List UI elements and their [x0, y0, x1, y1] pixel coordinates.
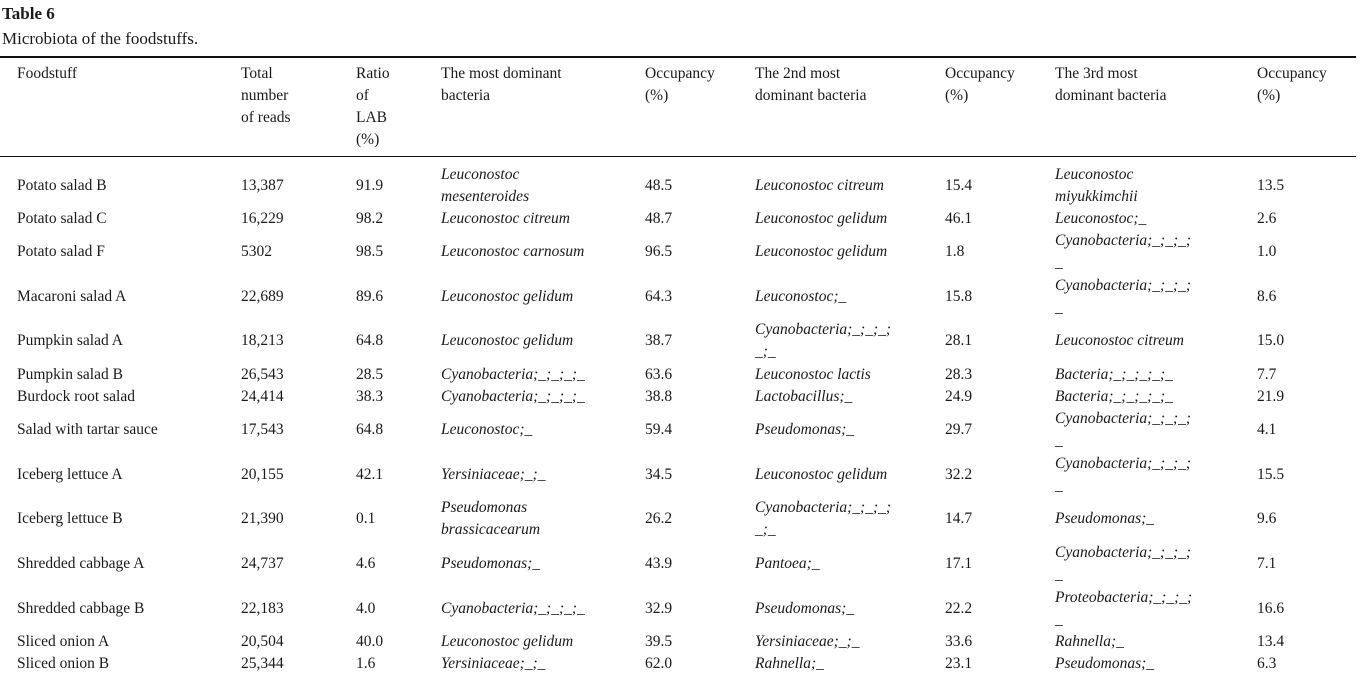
table-cell: 46.1	[945, 210, 973, 227]
table-cell: 13.4	[1257, 633, 1285, 650]
table-cell: 24,414	[241, 388, 284, 405]
table-cell: 64.8	[356, 332, 384, 349]
table-cell: 38.8	[645, 388, 673, 405]
table-cell: 98.5	[356, 243, 384, 260]
table-cell: 24.9	[945, 388, 973, 405]
table-cell: 62.0	[645, 655, 673, 672]
table-cell: Rahnella;_	[755, 655, 824, 672]
table-caption: Microbiota of the foodstuffs.	[2, 29, 199, 48]
table-cell: Yersiniaceae;_;_	[441, 466, 546, 483]
table-cell: 6.3	[1257, 655, 1277, 672]
column-header: The 2nd most dominant bacteria	[755, 65, 867, 104]
table-cell: Potato salad C	[17, 210, 107, 227]
table-cell: Leuconostoc gelidum	[755, 466, 888, 483]
table-cell: Leuconostoc miyukkimchii	[1055, 166, 1138, 205]
table-cell: 48.5	[645, 177, 673, 194]
table-cell: Cyanobacteria;_;_;_; _	[1055, 232, 1192, 271]
table-cell: Yersiniaceae;_;_	[755, 633, 860, 650]
table-cell: 16.6	[1257, 600, 1285, 617]
table-cell: 28.5	[356, 366, 384, 383]
table-cell: 89.6	[356, 288, 384, 305]
table-cell: 0.1	[356, 510, 376, 527]
table-cell: Bacteria;_;_;_;_;_	[1055, 388, 1173, 405]
table-cell: Rahnella;_	[1055, 633, 1124, 650]
table-cell: Pseudomonas brassicacearum	[441, 499, 541, 538]
table-cell: Cyanobacteria;_;_;_;_	[441, 600, 585, 617]
table-cell: 91.9	[356, 177, 384, 194]
table-cell: 5302	[241, 243, 272, 260]
table-cell: Leuconostoc mesenteroides	[441, 166, 530, 205]
table-cell: 2.6	[1257, 210, 1277, 227]
table-cell: 21,390	[241, 510, 284, 527]
table-cell: 9.6	[1257, 510, 1277, 527]
table-cell: Leuconostoc;_	[441, 421, 533, 438]
table-cell: 64.8	[356, 421, 384, 438]
table-cell: 38.3	[356, 388, 384, 405]
table-cell: Cyanobacteria;_;_;_; _	[1055, 544, 1192, 583]
table-cell: 4.6	[356, 555, 376, 572]
table-cell: 24,737	[241, 555, 284, 572]
table-cell: Salad with tartar sauce	[17, 421, 158, 438]
column-header: The 3rd most dominant bacteria	[1055, 65, 1167, 104]
table-cell: 17.1	[945, 555, 973, 572]
table-cell: Leuconostoc carnosum	[441, 243, 585, 260]
table-cell: Cyanobacteria;_;_;_; _	[1055, 410, 1192, 449]
table-cell: Leuconostoc gelidum	[441, 633, 574, 650]
table-cell: Leuconostoc citreum	[1055, 332, 1184, 349]
table-cell: 26,543	[241, 366, 284, 383]
table-cell: Proteobacteria;_;_;_; _	[1055, 589, 1193, 628]
table-cell: Leuconostoc gelidum	[441, 288, 574, 305]
table-cell: 22,689	[241, 288, 284, 305]
table-cell: 18,213	[241, 332, 284, 349]
table-cell: 14.7	[945, 510, 973, 527]
table-cell: Cyanobacteria;_;_;_;_	[441, 388, 585, 405]
table-cell: Macaroni salad A	[17, 288, 127, 305]
table-cell: 21.9	[1257, 388, 1285, 405]
table-cell: 7.7	[1257, 366, 1277, 383]
table-cell: 34.5	[645, 466, 673, 483]
table-cell: 8.6	[1257, 288, 1277, 305]
table-cell: 40.0	[356, 633, 384, 650]
column-header: The most dominant bacteria	[441, 65, 562, 104]
table-cell: 63.6	[645, 366, 673, 383]
table-cell: 15.8	[945, 288, 973, 305]
table-cell: 7.1	[1257, 555, 1277, 572]
table-cell: 15.0	[1257, 332, 1285, 349]
table-cell: 42.1	[356, 466, 384, 483]
table-cell: 15.4	[945, 177, 973, 194]
table-cell: 28.3	[945, 366, 973, 383]
table-cell: 98.2	[356, 210, 384, 227]
column-header: Occupancy (%)	[945, 65, 1015, 104]
column-header: Total number of reads	[241, 65, 291, 126]
table-cell: Pumpkin salad A	[17, 332, 123, 349]
column-header: Occupancy (%)	[1257, 65, 1327, 104]
table-cell: 17,543	[241, 421, 284, 438]
table-cell: 25,344	[241, 655, 284, 672]
table-cell: Potato salad F	[17, 243, 105, 260]
table-cell: 15.5	[1257, 466, 1285, 483]
table-cell: Burdock root salad	[17, 388, 135, 405]
table-cell: Lactobacillus;_	[755, 388, 853, 405]
table-cell: 13,387	[241, 177, 284, 194]
table-cell: Leuconostoc citreum	[755, 177, 884, 194]
table-cell: Shredded cabbage B	[17, 600, 145, 617]
table-cell: Iceberg lettuce B	[17, 510, 123, 527]
table-title: Table 6	[2, 4, 55, 23]
table-cell: 22.2	[945, 600, 973, 617]
table-cell: 33.6	[945, 633, 973, 650]
table-cell: Leuconostoc gelidum	[441, 332, 574, 349]
table-cell: Pumpkin salad B	[17, 366, 123, 383]
table-cell: Leuconostoc;_	[755, 288, 847, 305]
table-cell: 4.0	[356, 600, 376, 617]
table-cell: Pseudomonas;_	[441, 555, 541, 572]
table-cell: Leuconostoc gelidum	[755, 243, 888, 260]
table-cell: 43.9	[645, 555, 673, 572]
table-cell: Cyanobacteria;_;_;_; _;_	[755, 499, 892, 538]
table-cell: 29.7	[945, 421, 973, 438]
table-cell: 1.6	[356, 655, 376, 672]
table-cell: 26.2	[645, 510, 673, 527]
table-cell: 22,183	[241, 600, 284, 617]
table-cell: Iceberg lettuce A	[17, 466, 123, 483]
table-cell: Leuconostoc lactis	[755, 366, 871, 383]
table-cell: 38.7	[645, 332, 673, 349]
table-cell: Pseudomonas;_	[1055, 510, 1155, 527]
column-header: Foodstuff	[17, 65, 78, 82]
table-cell: Shredded cabbage A	[17, 555, 145, 572]
table-cell: Yersiniaceae;_;_	[441, 655, 546, 672]
table-cell: Pseudomonas;_	[1055, 655, 1155, 672]
table-cell: Leuconostoc gelidum	[755, 210, 888, 227]
table-cell: 1.0	[1257, 243, 1277, 260]
table-cell: 4.1	[1257, 421, 1277, 438]
table-cell: 20,504	[241, 633, 284, 650]
table-cell: 48.7	[645, 210, 673, 227]
table-cell: Bacteria;_;_;_;_;_	[1055, 366, 1173, 383]
table-cell: 59.4	[645, 421, 673, 438]
table-cell: 23.1	[945, 655, 973, 672]
column-header: Ratio of LAB (%)	[356, 65, 390, 148]
table-cell: Pantoea;_	[755, 555, 820, 572]
table-cell: 64.3	[645, 288, 673, 305]
table-cell: Cyanobacteria;_;_;_; _	[1055, 455, 1192, 494]
table-cell: Pseudomonas;_	[755, 421, 855, 438]
table-cell: 16,229	[241, 210, 284, 227]
table-cell: 32.9	[645, 600, 673, 617]
table-cell: 32.2	[945, 466, 973, 483]
table-cell: Pseudomonas;_	[755, 600, 855, 617]
column-header: Occupancy (%)	[645, 65, 715, 104]
table-cell: 1.8	[945, 243, 965, 260]
table-cell: Sliced onion A	[17, 633, 110, 650]
table-cell: 13.5	[1257, 177, 1285, 194]
table-cell: 39.5	[645, 633, 673, 650]
table-cell: Leuconostoc citreum	[441, 210, 570, 227]
table-cell: Sliced onion B	[17, 655, 110, 672]
table-cell: Cyanobacteria;_;_;_; _;_	[755, 321, 892, 360]
table-cell: Leuconostoc;_	[1055, 210, 1147, 227]
table-cell: 96.5	[645, 243, 673, 260]
table-cell: Cyanobacteria;_;_;_; _	[1055, 277, 1192, 316]
table-cell: Cyanobacteria;_;_;_;_	[441, 366, 585, 383]
table-cell: 28.1	[945, 332, 973, 349]
table-cell: Potato salad B	[17, 177, 107, 194]
table-cell: 20,155	[241, 466, 284, 483]
